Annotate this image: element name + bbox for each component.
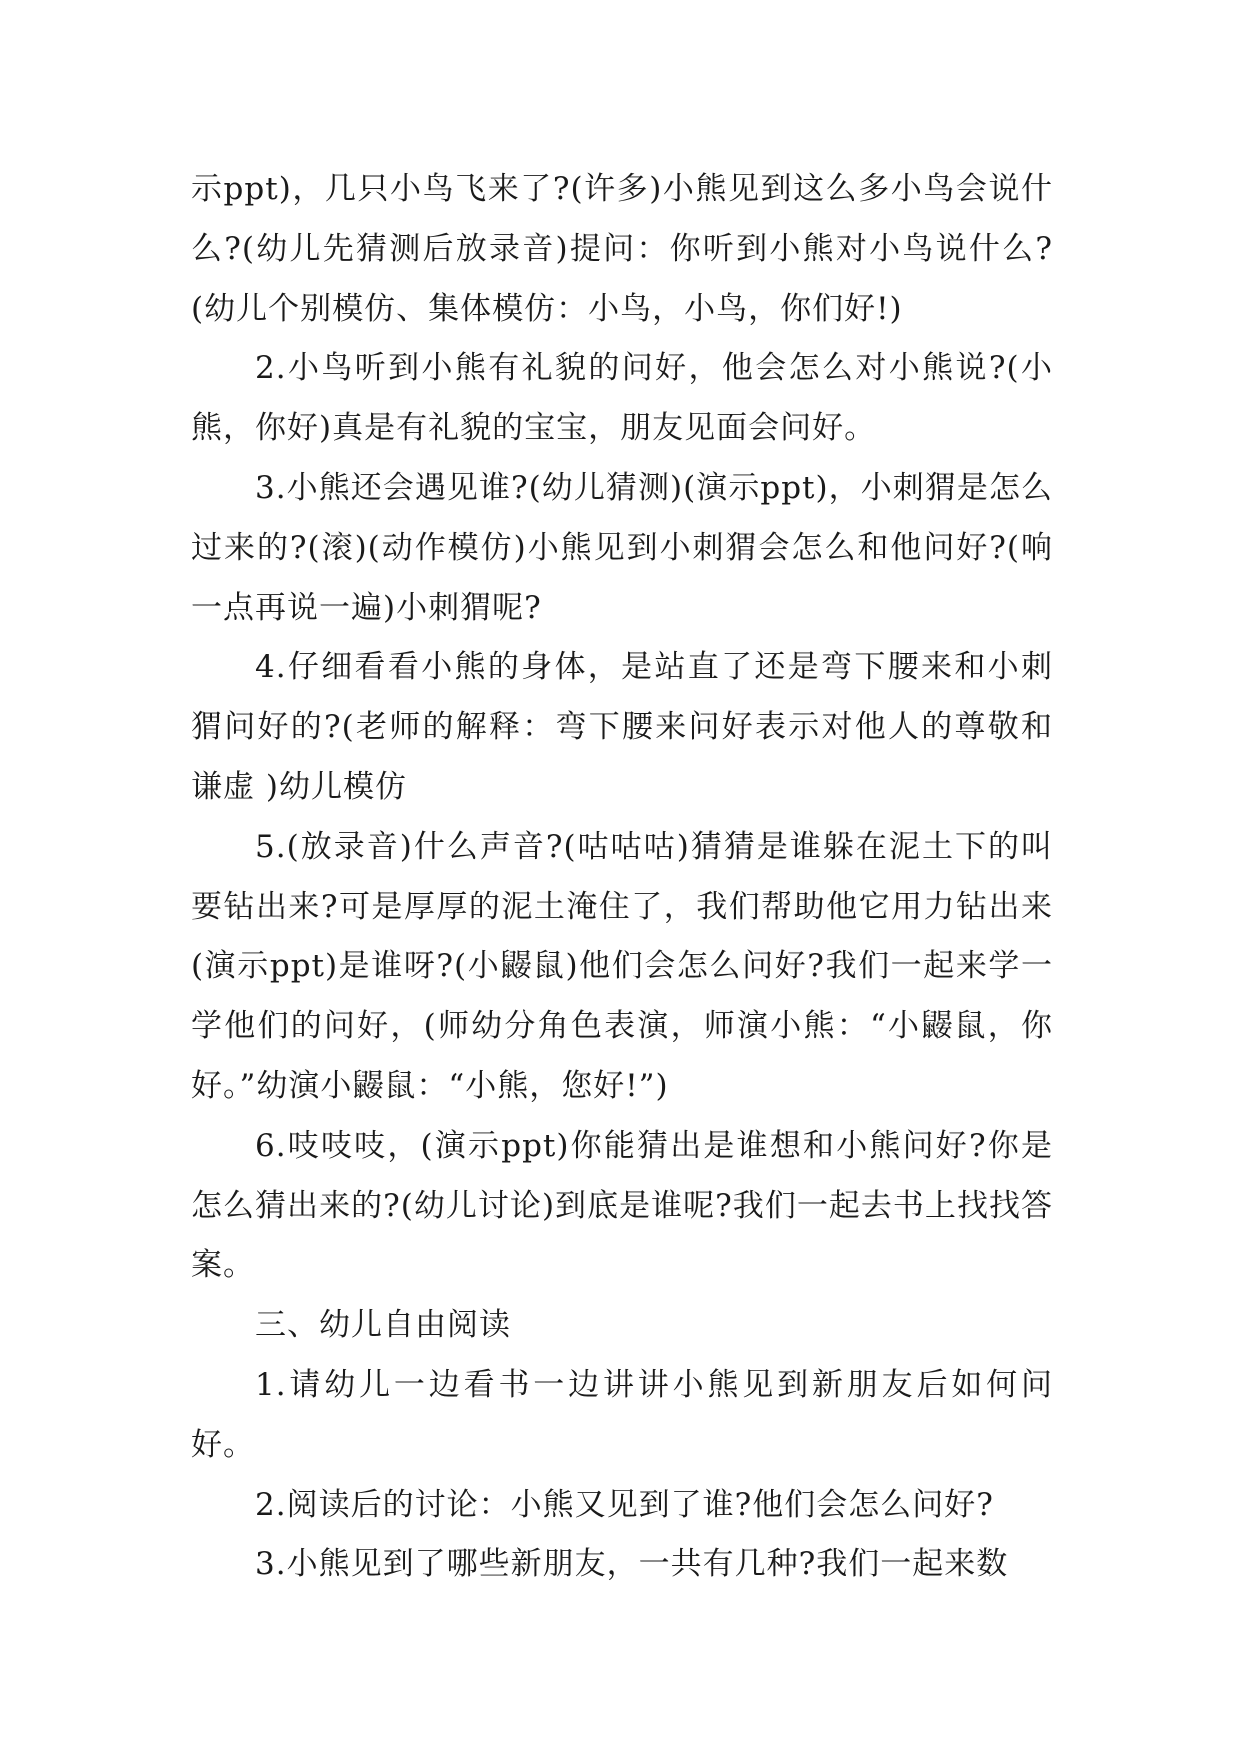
paragraph-2: 2.小鸟听到小熊有礼貌的问好，他会怎么对小熊说?(小熊，你好)真是有礼貌的宝宝，朋友见面会问好。 <box>191 350 1053 447</box>
paragraph-8: 2.阅读后的讨论：小熊又见到了谁?他们会怎么问好? <box>255 1486 994 1523</box>
paragraph-6: 6.吱吱吱，(演示ppt)你能猜出是谁想和小熊问好?你是怎么猜出来的?(幼儿讨论)到底是谁呢?我们一起去书上找找答案。 <box>191 1127 1053 1284</box>
paragraph-3: 3.小熊还会遇见谁?(幼儿猜测)(演示ppt)，小刺猬是怎么过来的?(滚)(动作模仿)小熊见到小刺猬会怎么和他问好?(响一点再说一遍)小刺猬呢? <box>191 469 1053 626</box>
paragraph-9: 3.小熊见到了哪些新朋友，一共有几种?我们一起来数 <box>255 1546 1009 1583</box>
document-page <box>191 160 1053 1595</box>
paragraph-7: 1.请幼儿一边看书一边讲讲小熊见到新朋友后如何问好。 <box>191 1366 1053 1463</box>
section-heading: 三、幼儿自由阅读 <box>255 1307 511 1344</box>
paragraph-4: 4.仔细看看小熊的身体，是站直了还是弯下腰来和小刺猬问好的?(老师的解释：弯下腰来问好表示对他人的尊敬和谦虚 )幼儿模仿 <box>191 649 1053 805</box>
paragraph-5: 5.(放录音)什么声音?(咕咕咕)猜猜是谁躲在泥土下的叫要钻出来?可是厚厚的泥土淹住了，我们帮助他它用力钻出来(演示ppt)是谁呀?(小鼹鼠)他们会怎么问好?我们一起来学一学他们的问好，(师幼分角色表演，师演小熊：“小鼹鼠，你好。”幼演小鼹鼠：“小熊，您好!”) <box>191 828 1053 1104</box>
paragraph-1: 示ppt)，几只小鸟飞来了?(许多)小熊见到这么多小鸟会说什么?(幼儿先猜测后放录音)提问：你听到小熊对小鸟说什么?(幼儿个别模仿、集体模仿：小鸟，小鸟，你们好!) <box>191 171 1053 327</box>
